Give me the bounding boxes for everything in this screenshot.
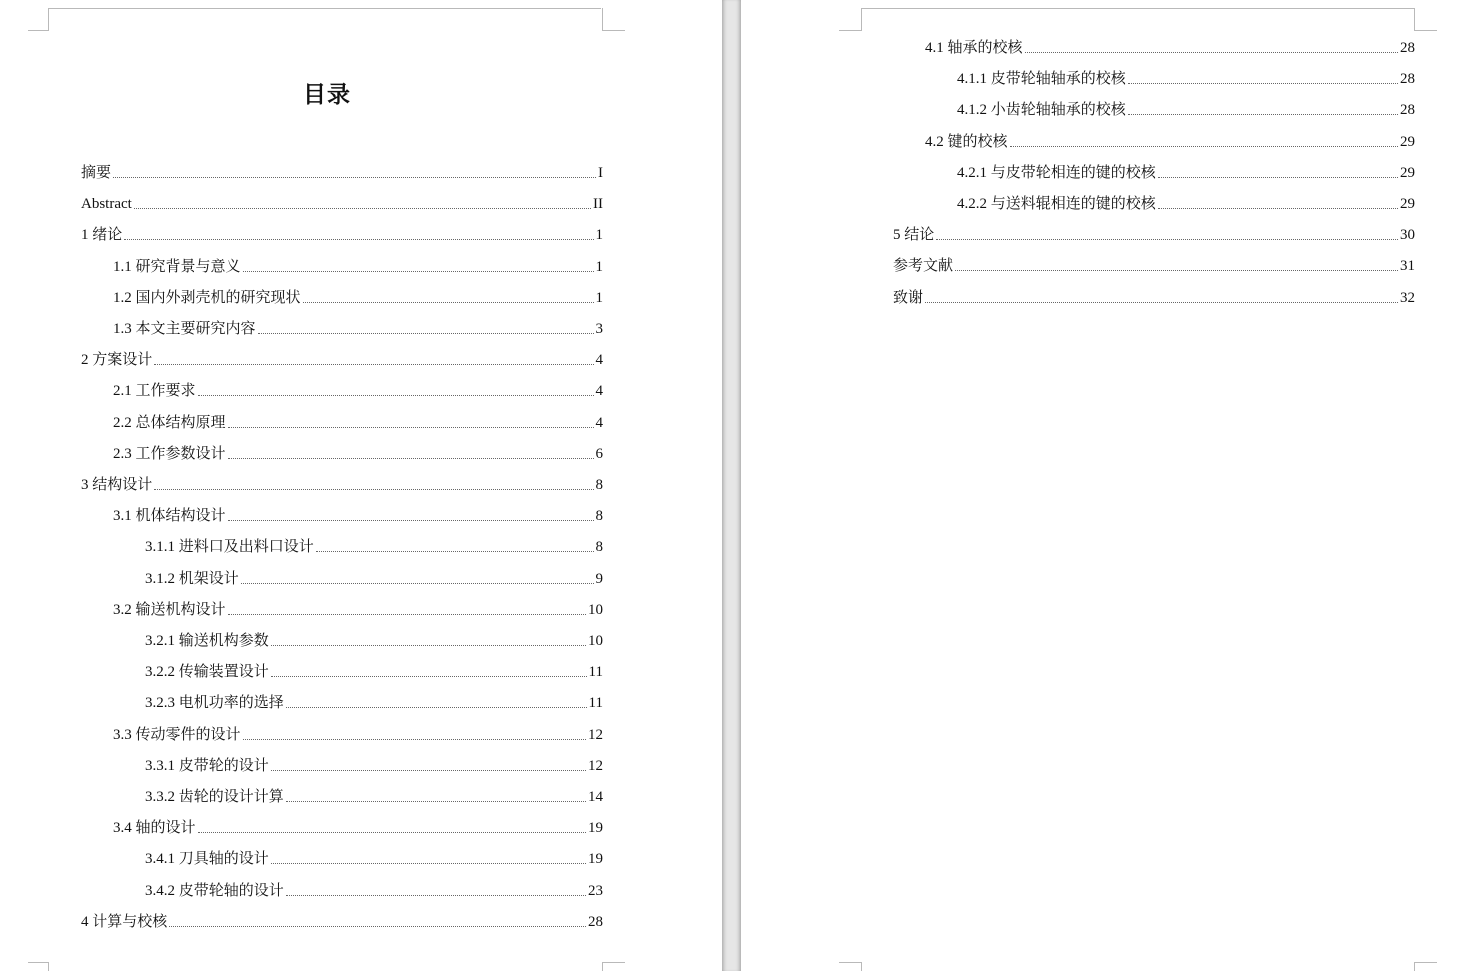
toc-entry-label: 3 结构设计 <box>81 477 153 493</box>
header-margin-line <box>49 8 601 9</box>
toc-entry[interactable] <box>113 815 603 837</box>
toc-entry-page-number: 11 <box>588 664 603 681</box>
toc-dot-leader <box>1128 83 1398 84</box>
toc-entry[interactable] <box>893 253 1415 275</box>
toc-entry[interactable] <box>145 784 603 806</box>
toc-entry-page-number: 3 <box>595 321 603 337</box>
toc-entry-page-number: 1 <box>595 227 603 244</box>
toc-entry[interactable] <box>113 316 603 338</box>
toc-entry-label: 4.1.1 皮带轮轴轴承的校核 <box>957 71 1126 88</box>
toc-dot-leader <box>241 583 594 584</box>
toc-entry[interactable] <box>81 191 603 213</box>
toc-dot-leader <box>936 239 1398 240</box>
toc-dot-leader <box>271 645 586 646</box>
toc-entry-page-number: 28 <box>1400 102 1415 119</box>
toc-entry-page-number: 19 <box>588 851 603 868</box>
toc-entry-label: 1.2 国内外剥壳机的研究现状 <box>113 289 301 306</box>
toc-entry-page-number: 4 <box>595 352 603 369</box>
toc-dot-leader <box>316 551 594 552</box>
toc-entry-label: 3.2 输送机构设计 <box>113 601 226 618</box>
toc-dot-leader <box>1010 146 1398 147</box>
toc-entry[interactable] <box>145 566 603 588</box>
toc-entry[interactable] <box>81 222 603 244</box>
toc-entry-label: 3.3.1 皮带轮的设计 <box>145 757 269 774</box>
toc-entry-page-number: 32 <box>1400 289 1415 306</box>
toc-entry-label: 4.2 键的校核 <box>925 133 1008 150</box>
toc-dot-leader <box>271 676 587 677</box>
toc-entry-label: 1.1 研究背景与意义 <box>113 258 241 275</box>
crop-mark <box>602 8 625 31</box>
toc-entry[interactable] <box>145 878 603 900</box>
toc-entry[interactable] <box>81 347 603 369</box>
toc-entry-page-number: 4 <box>595 414 603 431</box>
toc-entry[interactable] <box>145 846 603 868</box>
toc-dot-leader <box>1158 208 1398 209</box>
toc-dot-leader <box>286 895 586 896</box>
toc-entry-label: 2.1 工作要求 <box>113 383 196 400</box>
toc-entry[interactable] <box>113 410 603 432</box>
toc-entry[interactable] <box>113 597 603 619</box>
toc-dot-leader <box>228 458 594 459</box>
page-gutter <box>722 0 741 971</box>
toc-entry-label: 2.3 工作参数设计 <box>113 445 226 462</box>
toc-entry-label: 4.1.2 小齿轮轴轴承的校核 <box>957 102 1126 119</box>
toc-entry-page-number: 23 <box>588 882 603 899</box>
toc-entry-label: 3.2.1 输送机构参数 <box>145 633 269 649</box>
toc-entry-page-number: 8 <box>595 477 603 493</box>
toc-dot-leader <box>955 270 1398 271</box>
toc-dot-leader <box>169 926 586 927</box>
toc-entry[interactable] <box>145 534 603 556</box>
toc-entry[interactable] <box>957 66 1415 88</box>
crop-mark <box>1414 962 1437 971</box>
toc-entry[interactable] <box>81 160 603 182</box>
toc-entry[interactable] <box>113 285 603 307</box>
toc-dot-leader <box>1128 114 1398 115</box>
toc-entry-label: 3.1 机体结构设计 <box>113 508 226 525</box>
toc-entry[interactable] <box>145 753 603 775</box>
toc-dot-leader <box>286 801 586 802</box>
toc-dot-leader <box>113 177 596 178</box>
crop-mark <box>839 962 862 971</box>
toc-entry-page-number: 30 <box>1400 227 1415 244</box>
toc-entry[interactable] <box>81 472 603 494</box>
toc-entry-label: 3.2.2 传输装置设计 <box>145 664 269 681</box>
toc-dot-leader <box>1025 52 1398 53</box>
toc-entry-page-number: 28 <box>588 913 603 930</box>
toc-dot-leader <box>286 707 587 708</box>
toc-entry-label: 参考文献 <box>893 258 954 275</box>
toc-entry[interactable] <box>113 441 603 463</box>
toc-entry[interactable] <box>113 722 603 744</box>
toc-entry[interactable] <box>145 628 603 650</box>
toc-entry-page-number: 19 <box>588 820 603 837</box>
toc-title: 目录 <box>303 82 351 107</box>
toc-entry-label: 3.3 传动零件的设计 <box>113 726 241 743</box>
toc-entry-label: 4 计算与校核 <box>81 913 168 930</box>
toc-entry-label: 3.4 轴的设计 <box>113 820 196 837</box>
toc-dot-leader <box>198 395 594 396</box>
toc-dot-leader <box>271 770 586 771</box>
toc-dot-leader <box>228 427 594 428</box>
toc-entry-page-number: 29 <box>1400 133 1415 150</box>
toc-entry[interactable] <box>113 503 603 525</box>
toc-entry-page-number: 28 <box>1400 71 1415 88</box>
crop-mark <box>28 8 49 31</box>
toc-entry[interactable] <box>145 659 603 681</box>
toc-entry-label: 摘要 <box>81 165 112 181</box>
toc-entry[interactable] <box>81 909 603 931</box>
toc-entry[interactable] <box>925 35 1415 57</box>
toc-dot-leader <box>228 520 594 521</box>
toc-entry-page-number: 6 <box>595 445 603 462</box>
crop-mark <box>28 962 49 971</box>
toc-entry-label: 2 方案设计 <box>81 352 153 369</box>
toc-entry-label: 3.1.1 进料口及出料口设计 <box>145 539 314 556</box>
toc-dot-leader <box>243 271 594 272</box>
crop-mark <box>1414 8 1437 31</box>
toc-entry-page-number: 8 <box>595 508 603 525</box>
toc-entry[interactable] <box>145 690 603 712</box>
toc-entry-label: 1.3 本文主要研究内容 <box>113 321 256 337</box>
toc-entry-page-number: 1 <box>595 289 603 306</box>
toc-entry-label: 3.3.2 齿轮的设计计算 <box>145 789 284 805</box>
document-page-right <box>741 0 1466 971</box>
toc-entry-page-number: 11 <box>588 695 603 712</box>
toc-dot-leader <box>228 614 586 615</box>
document-page-left <box>0 0 722 971</box>
toc-dot-leader <box>1158 177 1398 178</box>
toc-dot-leader <box>258 333 594 334</box>
toc-entry-page-number: 9 <box>595 570 603 587</box>
toc-entry-page-number: 28 <box>1400 40 1415 56</box>
toc-entry-page-number: 29 <box>1400 164 1415 181</box>
toc-entry-page-number: 29 <box>1400 196 1415 212</box>
toc-entry-page-number: II <box>593 196 603 213</box>
toc-entry-label: 致谢 <box>893 289 924 306</box>
toc-dot-leader <box>925 302 1398 303</box>
toc-entry-page-number: I <box>598 165 603 181</box>
toc-entry-page-number: 8 <box>595 539 603 556</box>
header-margin-line <box>862 8 1414 9</box>
toc-entry[interactable] <box>957 191 1415 213</box>
toc-dot-leader <box>154 364 593 365</box>
toc-entry-label: 3.4.2 皮带轮轴的设计 <box>145 882 284 899</box>
toc-entry[interactable] <box>113 254 603 276</box>
toc-entry-label: 2.2 总体结构原理 <box>113 414 226 431</box>
toc-entry-page-number: 1 <box>595 258 603 275</box>
toc-entry-label: 4.1 轴承的校核 <box>925 40 1023 56</box>
toc-entry-label: 3.4.1 刀具轴的设计 <box>145 851 269 868</box>
toc-entry-label: Abstract <box>81 196 132 213</box>
toc-entry[interactable] <box>957 97 1415 119</box>
toc-entry-label: 4.2.1 与皮带轮相连的键的校核 <box>957 164 1156 181</box>
toc-entry-label: 1 绪论 <box>81 227 123 244</box>
toc-entry-page-number: 14 <box>588 789 603 805</box>
toc-entry[interactable] <box>893 222 1415 244</box>
toc-entry-label: 3.2.3 电机功率的选择 <box>145 695 284 712</box>
toc-entry-page-number: 10 <box>588 601 603 618</box>
crop-mark <box>602 962 625 971</box>
toc-dot-leader <box>134 208 591 209</box>
toc-dot-leader <box>243 739 586 740</box>
toc-entry-label: 4.2.2 与送料辊相连的键的校核 <box>957 196 1156 212</box>
toc-dot-leader <box>198 832 586 833</box>
toc-entry-page-number: 31 <box>1400 258 1415 275</box>
toc-entry-page-number: 12 <box>588 757 603 774</box>
toc-entry-label: 5 结论 <box>893 227 935 244</box>
toc-entry[interactable] <box>925 129 1415 151</box>
toc-dot-leader <box>154 489 593 490</box>
toc-entry[interactable] <box>957 160 1415 182</box>
toc-entry-page-number: 12 <box>588 726 603 743</box>
toc-entry[interactable] <box>113 378 603 400</box>
crop-mark <box>839 8 862 31</box>
toc-entry-page-number: 4 <box>595 383 603 400</box>
toc-entry[interactable] <box>893 285 1415 307</box>
toc-dot-leader <box>271 863 586 864</box>
toc-entry-label: 3.1.2 机架设计 <box>145 570 239 587</box>
toc-dot-leader <box>303 302 594 303</box>
toc-dot-leader <box>124 239 593 240</box>
toc-entry-page-number: 10 <box>588 633 603 649</box>
